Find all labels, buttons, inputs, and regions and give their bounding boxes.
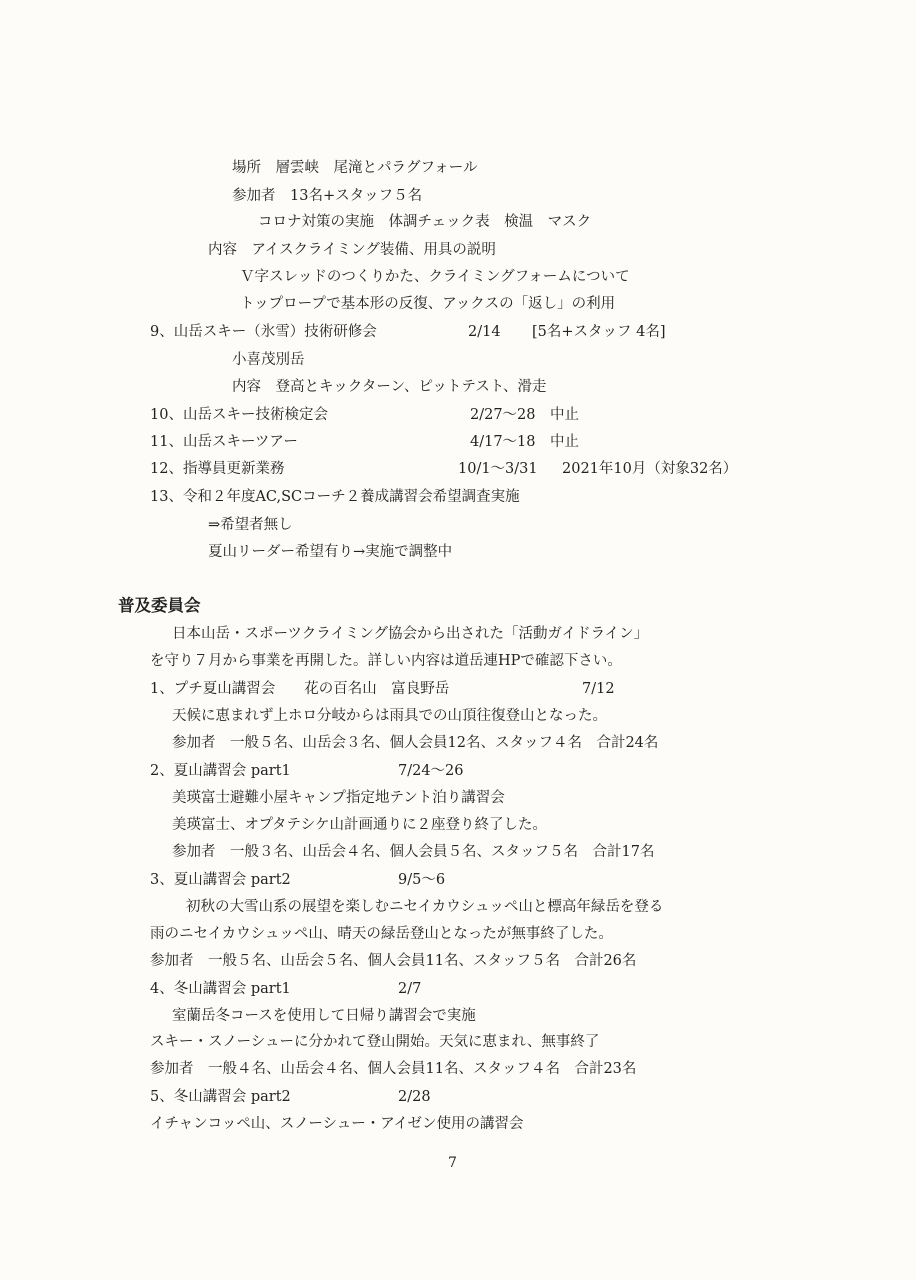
event-4-participants: 参加者 一般４名、山岳会４名、個人会員11名、スタッフ４名 合計23名: [150, 1061, 637, 1077]
place-line: 場所 層雲峡 尾滝とパラグフォール: [232, 160, 478, 176]
event-2-desc-2: 美瑛富士、オプタテシケ山計画通りに２座登り終了した。: [172, 817, 547, 833]
item-13-sub-2: 夏山リーダー希望有り→実施で調整中: [208, 544, 453, 560]
event-2-date: 7/24～26: [398, 763, 464, 779]
event-4-date: 2/7: [398, 981, 422, 997]
item-10-date: 2/27～28 中止: [470, 407, 580, 423]
content-line-1: 内容 アイスクライミング装備、用具の説明: [208, 242, 496, 258]
event-1-label: 1、プチ夏山講習会 花の百名山 富良野岳: [150, 681, 450, 697]
event-2-participants: 参加者 一般３名、山岳会４名、個人会員５名、スタッフ５名 合計17名: [172, 844, 655, 860]
event-4-label: 4、冬山講習会 part1: [150, 981, 291, 997]
event-2-desc-1: 美瑛富士避難小屋キャンプ指定地テント泊り講習会: [172, 790, 505, 806]
item-9-content: 内容 登高とキックターン、ピットテスト、滑走: [232, 379, 547, 395]
event-3-participants: 参加者 一般５名、山岳会５名、個人会員11名、スタッフ５名 合計26名: [150, 953, 637, 969]
item-12-label: 12、指導員更新業務: [150, 461, 285, 477]
event-5-label: 5、冬山講習会 part2: [150, 1089, 291, 1105]
item-9-date: 2/14: [468, 324, 501, 340]
content-line-3: トップロープで基本形の反復、アックスの「返し」の利用: [240, 296, 616, 312]
item-13-label: 13、令和２年度AC,SCコーチ２養成講習会希望調査実施: [150, 489, 520, 505]
event-3-date: 9/5～6: [398, 872, 446, 888]
item-13-sub-1: ⇒希望者無し: [208, 517, 293, 533]
event-3-label: 3、夏山講習会 part2: [150, 872, 291, 888]
event-1-date: 7/12: [582, 681, 615, 697]
item-9-note: [5名+スタッフ 4名]: [532, 324, 666, 340]
intro-line-2: を守り７月から事業を再開した。詳しい内容は道岳連HPで確認下さい。: [150, 653, 622, 669]
event-4-desc-1: 室蘭岳冬コースを使用して日帰り講習会で実施: [172, 1008, 476, 1024]
item-10-label: 10、山岳スキー技術検定会: [150, 407, 328, 423]
event-4-desc-2: スキー・スノーシューに分かれて登山開始。天気に恵まれ、無事終了: [150, 1034, 600, 1050]
event-3-desc-2: 雨のニセイカウシュッペ山、晴天の緑岳登山となったが無事終了した。: [150, 926, 613, 942]
content-line-2: Ｖ字スレッドのつくりかた、クライミングフォームについて: [240, 269, 630, 285]
intro-line-1: 日本山岳・スポーツクライミング協会から出された「活動ガイドライン」: [172, 626, 649, 642]
item-12-date: 10/1～3/31: [458, 461, 538, 477]
event-1-participants: 参加者 一般５名、山岳会３名、個人会員12名、スタッフ４名 合計24名: [172, 735, 659, 751]
item-11-label: 11、山岳スキーツアー: [150, 434, 298, 450]
covid-line: コロナ対策の実施 体調チェック表 検温 マスク: [258, 214, 592, 230]
event-3-desc-1: 初秋の大雪山系の展望を楽しむニセイカウシュッペ山と標高年緑岳を登る: [186, 899, 664, 915]
event-5-date: 2/28: [398, 1089, 431, 1105]
page-number: 7: [448, 1155, 457, 1171]
item-11-date: 4/17～18 中止: [470, 434, 580, 450]
item-9-label: 9、山岳スキー（氷雪）技術研修会: [150, 324, 377, 340]
item-9-place: 小喜茂別岳: [232, 352, 305, 368]
section-heading: 普及委員会: [118, 596, 201, 615]
item-12-note: 2021年10月（対象32名）: [562, 461, 738, 477]
event-5-desc-1: イチャンコッペ山、スノーシュー・アイゼン使用の講習会: [150, 1116, 524, 1132]
event-2-label: 2、夏山講習会 part1: [150, 763, 291, 779]
event-1-desc: 天候に恵まれず上ホロ分岐からは雨具での山頂往復登山となった。: [172, 708, 607, 724]
participants-line: 参加者 13名+スタッフ５名: [232, 188, 423, 204]
